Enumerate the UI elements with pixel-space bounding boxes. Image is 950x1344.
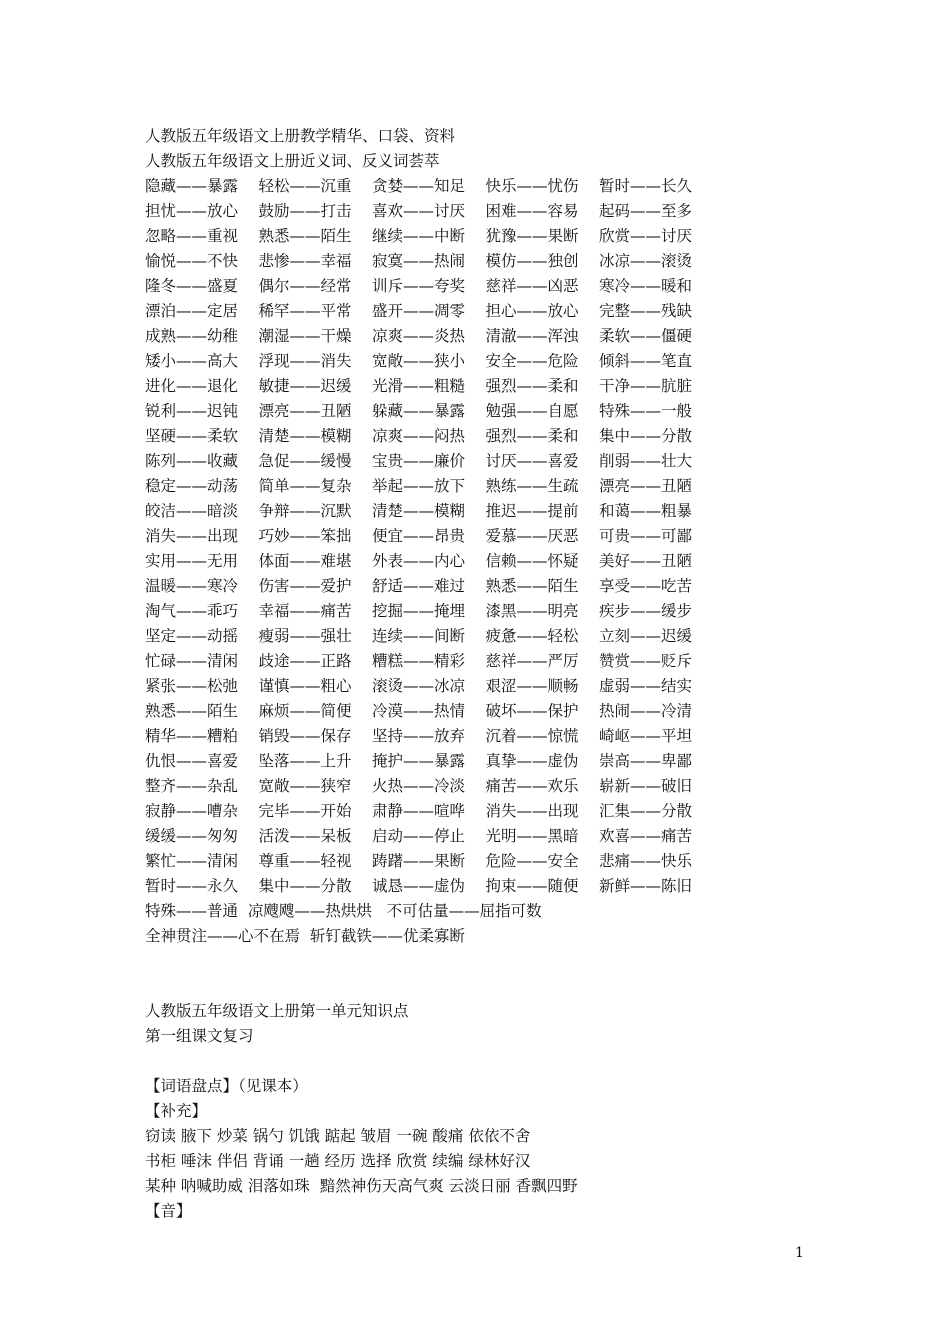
antonym-row: [145, 399, 845, 424]
antonym-pair: 坚持——放弃: [372, 727, 466, 745]
antonym-pair: 慈祥——严厉: [485, 652, 579, 670]
antonym-pair: 可贵——可鄙: [599, 527, 693, 545]
vocab-heading: 【词语盘点】（见课本）: [145, 1077, 308, 1095]
section-title-antonyms: 人教版五年级语文上册近义词、反义词荟萃: [145, 152, 440, 170]
antonym-row: [145, 849, 845, 874]
antonym-pair: 真挚——虚伪: [485, 752, 579, 770]
antonym-pair: 熟悉——陌生: [485, 577, 579, 595]
antonym-pair: 担忧——放心: [145, 202, 239, 220]
antonym-row: [145, 499, 845, 524]
antonym-pair: 暂时——永久: [145, 877, 239, 895]
antonym-pair: 体面——难堪: [258, 552, 352, 570]
antonym-pair: 滚烫——冰凉: [372, 677, 466, 695]
antonym-pair: 崎岖——平坦: [599, 727, 693, 745]
doc-title: 人教版五年级语文上册教学精华、口袋、资料: [145, 127, 456, 145]
antonym-row: [145, 674, 845, 699]
antonym-pair: 完毕——开始: [258, 802, 352, 820]
antonym-pair: 锐利——迟钝: [145, 402, 239, 420]
antonym-row: [145, 424, 845, 449]
antonym-pair: 连续——间断: [372, 627, 466, 645]
antonym-pair: 稀罕——平常: [258, 302, 352, 320]
antonym-row: [145, 324, 845, 349]
antonym-pair: 熟练——生疏: [485, 477, 579, 495]
antonym-pair: 皎洁——暗淡: [145, 502, 239, 520]
antonym-pair: 缓缓——匆匆: [145, 827, 239, 845]
antonym-pair: 清楚——模糊: [258, 427, 352, 445]
antonym-pair: 完整——残缺: [599, 302, 693, 320]
antonym-pair: 拘束——随便: [485, 877, 579, 895]
unit-title: 人教版五年级语文上册第一单元知识点: [145, 1002, 409, 1020]
antonym-pair: 成熟——幼稚: [145, 327, 239, 345]
antonym-pair: 凉爽——炎热: [372, 327, 466, 345]
antonym-pair: 坚硬——柔软: [145, 427, 239, 445]
antonym-row: [145, 874, 845, 899]
supplement-line: 书柜 唾沫 伴侣 背诵 一趟 经历 选择 欣赏 续编 绿林好汉: [145, 1152, 531, 1170]
antonym-pair: 简单——复杂: [258, 477, 352, 495]
antonym-pair: 削弱——壮大: [599, 452, 693, 470]
antonym-pair: 急促——缓慢: [258, 452, 352, 470]
antonym-pair: 寂静——嘈杂: [145, 802, 239, 820]
antonym-pair: 忙碌——清闲: [145, 652, 239, 670]
antonym-pair: 困难——容易: [485, 202, 579, 220]
antonym-pair: 轻松——沉重: [258, 177, 352, 195]
antonym-pair: 挖掘——掩埋: [372, 602, 466, 620]
antonym-pair: 宽敞——狭窄: [258, 777, 352, 795]
antonym-pair: 寒冷——暖和: [599, 277, 693, 295]
antonym-pair: 沉着——惊慌: [485, 727, 579, 745]
antonym-pair: 仇恨——喜爱: [145, 752, 239, 770]
antonym-row: [145, 174, 845, 199]
antonym-pair: 精华——糟粕: [145, 727, 239, 745]
antonym-pair: 隐藏——暴露: [145, 177, 239, 195]
antonym-pair: 熟悉——陌生: [258, 227, 352, 245]
antonym-pair: 淘气——乖巧: [145, 602, 239, 620]
antonym-pair: 争辩——沉默: [258, 502, 352, 520]
document-page: [145, 124, 845, 1224]
antonym-row: [145, 599, 845, 624]
unit-subtitle: 第一组课文复习: [145, 1027, 254, 1045]
antonym-pair: 贪婪——知足: [372, 177, 466, 195]
antonym-pair: 诚恳——虚伪: [372, 877, 466, 895]
antonym-pair: 谨慎——粗心: [258, 677, 352, 695]
antonym-pair: 强烈——柔和: [485, 427, 579, 445]
antonym-pair: 寂寞——热闹: [372, 252, 466, 270]
antonym-pair: 赞赏——贬斥: [599, 652, 693, 670]
antonym-pair: 暂时——长久: [599, 177, 693, 195]
antonym-pair: 崇高——卑鄙: [599, 752, 693, 770]
antonym-pair: 汇集——分散: [599, 802, 693, 820]
antonym-row: [145, 624, 845, 649]
antonym-pair: 犹豫——果断: [485, 227, 579, 245]
antonym-pair: 训斥——夸奖: [372, 277, 466, 295]
antonym-pair: 安全——危险: [485, 352, 579, 370]
antonym-pair: 集中——分散: [258, 877, 352, 895]
antonym-pair: 漆黑——明亮: [485, 602, 579, 620]
sound-heading: 【音】: [145, 1202, 192, 1220]
antonym-pair: 活泼——呆板: [258, 827, 352, 845]
antonym-pair: 忽略——重视: [145, 227, 239, 245]
antonym-pair: 掩护——暴露: [372, 752, 466, 770]
antonym-pair: 新鲜——陈旧: [599, 877, 693, 895]
antonym-pair: 偶尔——经常: [258, 277, 352, 295]
antonym-pair: 推迟——提前: [485, 502, 579, 520]
antonym-row: [145, 474, 845, 499]
antonym-row: [145, 774, 845, 799]
antonym-row: [145, 274, 845, 299]
antonym-pair: 继续——中断: [372, 227, 466, 245]
antonym-pair: 快乐——忧伤: [485, 177, 579, 195]
antonym-pair: 欣赏——讨厌: [599, 227, 693, 245]
antonym-pair: 尊重——轻视: [258, 852, 352, 870]
antonym-pair: 悲惨——幸福: [258, 252, 352, 270]
antonym-pair: 熟悉——陌生: [145, 702, 239, 720]
antonym-pair: 强烈——柔和: [485, 377, 579, 395]
antonym-pair: 整齐——杂乱: [145, 777, 239, 795]
antonym-pair: 稳定——动荡: [145, 477, 239, 495]
antonym-pair: 享受——吃苦: [599, 577, 693, 595]
antonym-pair: 清楚——模糊: [372, 502, 466, 520]
antonym-pair: 坠落——上升: [258, 752, 352, 770]
antonym-pair: 踌躇——果断: [372, 852, 466, 870]
antonym-pair: 漂泊——定居: [145, 302, 239, 320]
antonym-pair: 虚弱——结实: [599, 677, 693, 695]
antonym-pair: 进化——退化: [145, 377, 239, 395]
antonym-row: [145, 224, 845, 249]
antonym-pair: 信赖——怀疑: [485, 552, 579, 570]
antonym-pair: 起码——至多: [599, 202, 693, 220]
antonym-pair: 启动——停止: [372, 827, 466, 845]
antonym-pair: 隆冬——盛夏: [145, 277, 239, 295]
antonym-row: [145, 649, 845, 674]
antonym-pair: 外表——内心: [372, 552, 466, 570]
page-number: 1: [795, 1245, 804, 1261]
antonym-pair: 集中——分散: [599, 427, 693, 445]
antonym-row: [145, 724, 845, 749]
antonym-pair: 矮小——高大: [145, 352, 239, 370]
antonym-pair: 躲藏——暴露: [372, 402, 466, 420]
supplement-heading: 【补充】: [145, 1102, 208, 1120]
antonym-pair: 麻烦——简便: [258, 702, 352, 720]
antonym-pair: 悲痛——快乐: [599, 852, 693, 870]
antonym-pair: 爱慕——厌恶: [485, 527, 579, 545]
antonym-pair: 盛开——凋零: [372, 302, 466, 320]
antonym-pair: 倾斜——笔直: [599, 352, 693, 370]
antonym-pair: 歧途——正路: [258, 652, 352, 670]
antonym-row: [145, 349, 845, 374]
antonym-pair: 担心——放心: [485, 302, 579, 320]
antonym-pair: 疲惫——轻松: [485, 627, 579, 645]
antonym-pair: 和蔼——粗暴: [599, 502, 693, 520]
antonym-pair: 坚定——动摇: [145, 627, 239, 645]
antonym-row: [145, 199, 845, 224]
antonym-pair: 繁忙——清闲: [145, 852, 239, 870]
antonym-pair: 潮湿——干燥: [258, 327, 352, 345]
antonym-pair: 便宜——昂贵: [372, 527, 466, 545]
antonym-pair: 销毁——保存: [258, 727, 352, 745]
antonym-pair: 消失——出现: [485, 802, 579, 820]
antonym-pair: 光滑——粗糙: [372, 377, 466, 395]
antonym-pair: 陈列——收藏: [145, 452, 239, 470]
antonym-row: [145, 449, 845, 474]
antonym-pair: 漂亮——丑陋: [599, 477, 693, 495]
antonym-extra-line: 全神贯注——心不在焉 斩钉截铁——优柔寡断: [145, 927, 465, 945]
antonym-pair: 艰涩——顺畅: [485, 677, 579, 695]
antonym-pair: 特殊——一般: [599, 402, 693, 420]
antonym-pair: 冷漠——热情: [372, 702, 466, 720]
antonym-pair: 温暖——寒冷: [145, 577, 239, 595]
antonym-row: [145, 749, 845, 774]
antonym-row: [145, 549, 845, 574]
antonym-pair: 立刻——迟缓: [599, 627, 693, 645]
antonym-pair: 痛苦——欢乐: [485, 777, 579, 795]
antonym-pair: 肃静——喧哗: [372, 802, 466, 820]
antonym-pair: 火热——冷淡: [372, 777, 466, 795]
antonym-pair: 愉悦——不快: [145, 252, 239, 270]
antonym-pair: 巧妙——笨拙: [258, 527, 352, 545]
antonym-row: [145, 799, 845, 824]
antonym-pair: 幸福——痛苦: [258, 602, 352, 620]
antonym-row: [145, 374, 845, 399]
antonym-pair: 柔软——僵硬: [599, 327, 693, 345]
antonym-row: [145, 299, 845, 324]
antonym-row: [145, 574, 845, 599]
antonym-pair: 崭新——破旧: [599, 777, 693, 795]
antonym-pair: 宽敞——狭小: [372, 352, 466, 370]
antonym-pair: 干净——肮脏: [599, 377, 693, 395]
antonym-pair: 破坏——保护: [485, 702, 579, 720]
antonym-pair: 紧张——松弛: [145, 677, 239, 695]
antonym-row: [145, 249, 845, 274]
antonym-grid: [145, 174, 845, 899]
antonym-pair: 漂亮——丑陋: [258, 402, 352, 420]
antonym-pair: 舒适——难过: [372, 577, 466, 595]
antonym-pair: 讨厌——喜爱: [485, 452, 579, 470]
antonym-pair: 瘦弱——强壮: [258, 627, 352, 645]
antonym-pair: 美好——丑陋: [599, 552, 693, 570]
antonym-pair: 鼓励——打击: [258, 202, 352, 220]
antonym-pair: 光明——黑暗: [485, 827, 579, 845]
antonym-row: [145, 524, 845, 549]
antonym-pair: 慈祥——凶恶: [485, 277, 579, 295]
antonym-pair: 热闹——冷清: [599, 702, 693, 720]
supplement-line: 窃读 腋下 炒菜 锅勺 饥饿 踮起 皱眉 一碗 酸痛 依依不舍: [145, 1127, 531, 1145]
antonym-pair: 疾步——缓步: [599, 602, 693, 620]
antonym-pair: 清澈——浑浊: [485, 327, 579, 345]
antonym-pair: 宝贵——廉价: [372, 452, 466, 470]
antonym-pair: 糟糕——精彩: [372, 652, 466, 670]
antonym-pair: 实用——无用: [145, 552, 239, 570]
antonym-pair: 冰凉——滚烫: [599, 252, 693, 270]
antonym-pair: 消失——出现: [145, 527, 239, 545]
antonym-extra-line: 特殊——普通 凉飕飕——热烘烘 不可估量——屈指可数: [145, 902, 542, 920]
antonym-pair: 模仿——独创: [485, 252, 579, 270]
antonym-pair: 凉爽——闷热: [372, 427, 466, 445]
antonym-row: [145, 824, 845, 849]
antonym-pair: 喜欢——讨厌: [372, 202, 466, 220]
antonym-row: [145, 699, 845, 724]
antonym-pair: 浮现——消失: [258, 352, 352, 370]
antonym-pair: 举起——放下: [372, 477, 466, 495]
antonym-pair: 欢喜——痛苦: [599, 827, 693, 845]
antonym-pair: 伤害——爱护: [258, 577, 352, 595]
antonym-pair: 敏捷——迟缓: [258, 377, 352, 395]
antonym-pair: 危险——安全: [485, 852, 579, 870]
supplement-line: 某种 呐喊助威 泪落如珠 黯然神伤天高气爽 云淡日丽 香飘四野: [145, 1177, 578, 1195]
antonym-pair: 勉强——自愿: [485, 402, 579, 420]
